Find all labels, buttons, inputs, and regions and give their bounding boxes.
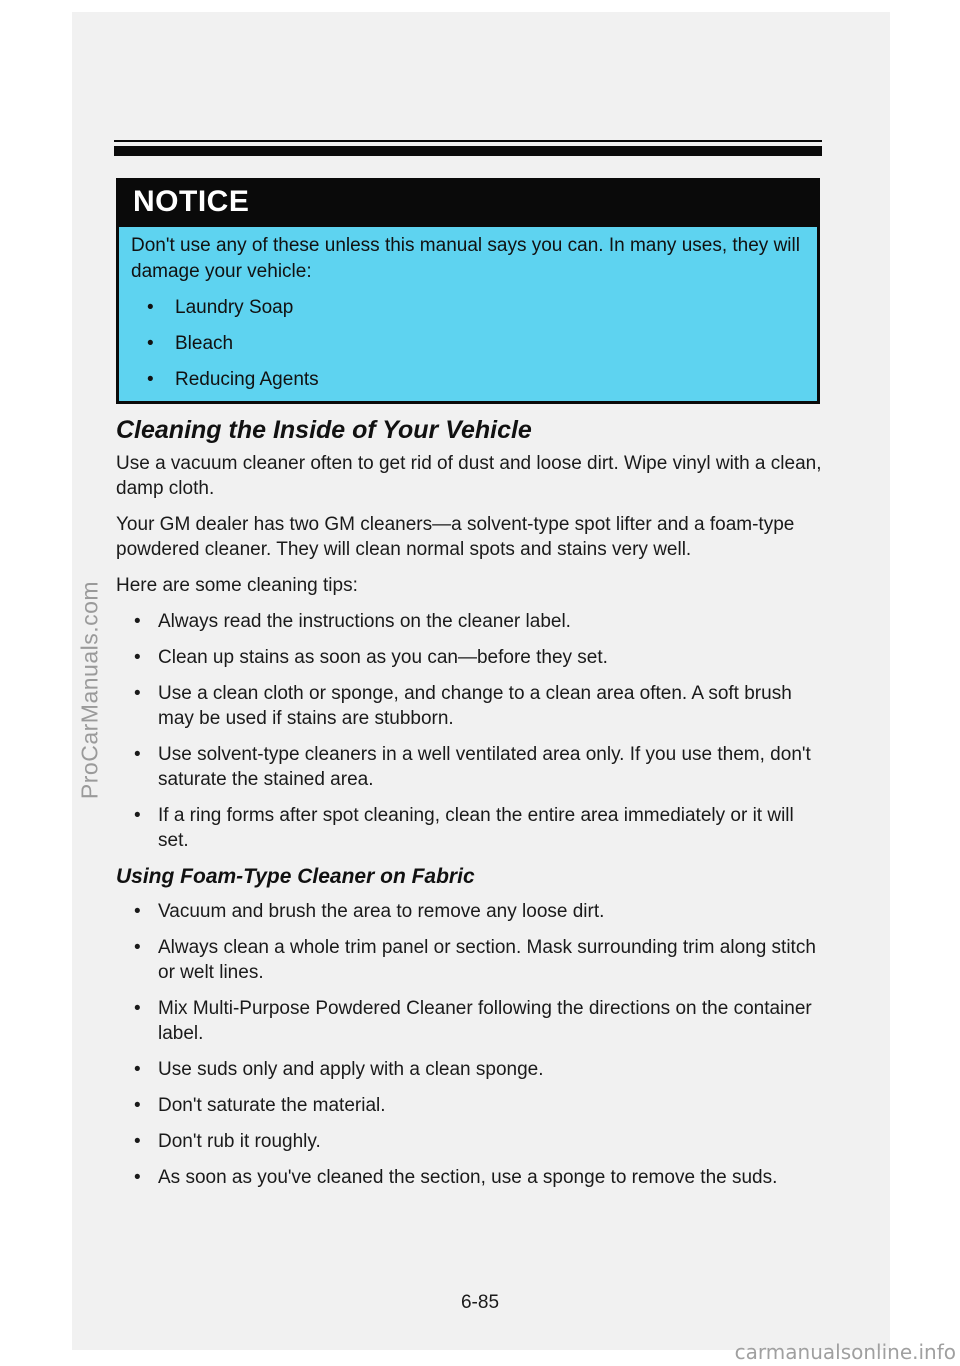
list-item: • Clean up stains as soon as you can—before they set. xyxy=(116,645,824,670)
tips-list xyxy=(116,609,824,853)
list-item: • Don't rub it roughly. xyxy=(116,1129,824,1154)
section-heading: Cleaning the Inside of Your Vehicle xyxy=(116,416,532,444)
page-content xyxy=(116,412,824,1201)
notice-item: • Laundry Soap xyxy=(131,295,801,331)
subsection-heading: Using Foam-Type Cleaner on Fabric xyxy=(116,865,475,888)
paragraph-tips-intro: Here are some cleaning tips: xyxy=(116,575,358,596)
steps-list xyxy=(116,899,824,1190)
list-item: • Always clean a whole trim panel or section. Mask surrounding trim along stitch or welt lines. xyxy=(116,935,824,985)
notice-item: • Bleach xyxy=(131,331,801,367)
bottom-watermark: carmanualsonline.info xyxy=(734,1340,956,1364)
notice-box xyxy=(116,178,820,404)
list-item: • Use suds only and apply with a clean sponge. xyxy=(116,1057,824,1082)
top-rule xyxy=(114,146,822,156)
notice-item: • Reducing Agents xyxy=(131,367,801,403)
paragraph-cleaners: Your GM dealer has two GM cleaners—a solvent-type spot lifter and a foam-type powdered cleaner. They will clean normal spots and stains very well. xyxy=(116,514,795,560)
paragraph-vacuum: Use a vacuum cleaner often to get rid of dust and loose dirt. Wipe vinyl with a clean, damp cloth. xyxy=(116,453,822,499)
list-item: • As soon as you've cleaned the section, use a sponge to remove the suds. xyxy=(116,1165,824,1190)
notice-text: Don't use any of these unless this manual says you can. In many uses, they will damage your vehicle: xyxy=(131,235,800,282)
page-number: 6-85 xyxy=(460,1292,500,1313)
notice-list xyxy=(131,295,801,403)
list-item: • Always read the instructions on the cleaner label. xyxy=(116,609,824,634)
list-item: • Don't saturate the material. xyxy=(116,1093,824,1118)
list-item: • Use solvent-type cleaners in a well ventilated area only. If you use them, don't saturate the stained area. xyxy=(116,742,824,792)
list-item: • Use a clean cloth or sponge, and change to a clean area often. A soft brush may be used if stains are stubborn. xyxy=(116,681,824,731)
side-watermark: ProCarManuals.com xyxy=(76,580,103,800)
list-item: • If a ring forms after spot cleaning, clean the entire area immediately or it will set. xyxy=(116,803,824,853)
list-item: • Mix Multi-Purpose Powdered Cleaner following the directions on the container label. xyxy=(116,996,824,1046)
list-item: • Vacuum and brush the area to remove any loose dirt. xyxy=(116,899,824,924)
notice-title: NOTICE xyxy=(119,181,817,227)
